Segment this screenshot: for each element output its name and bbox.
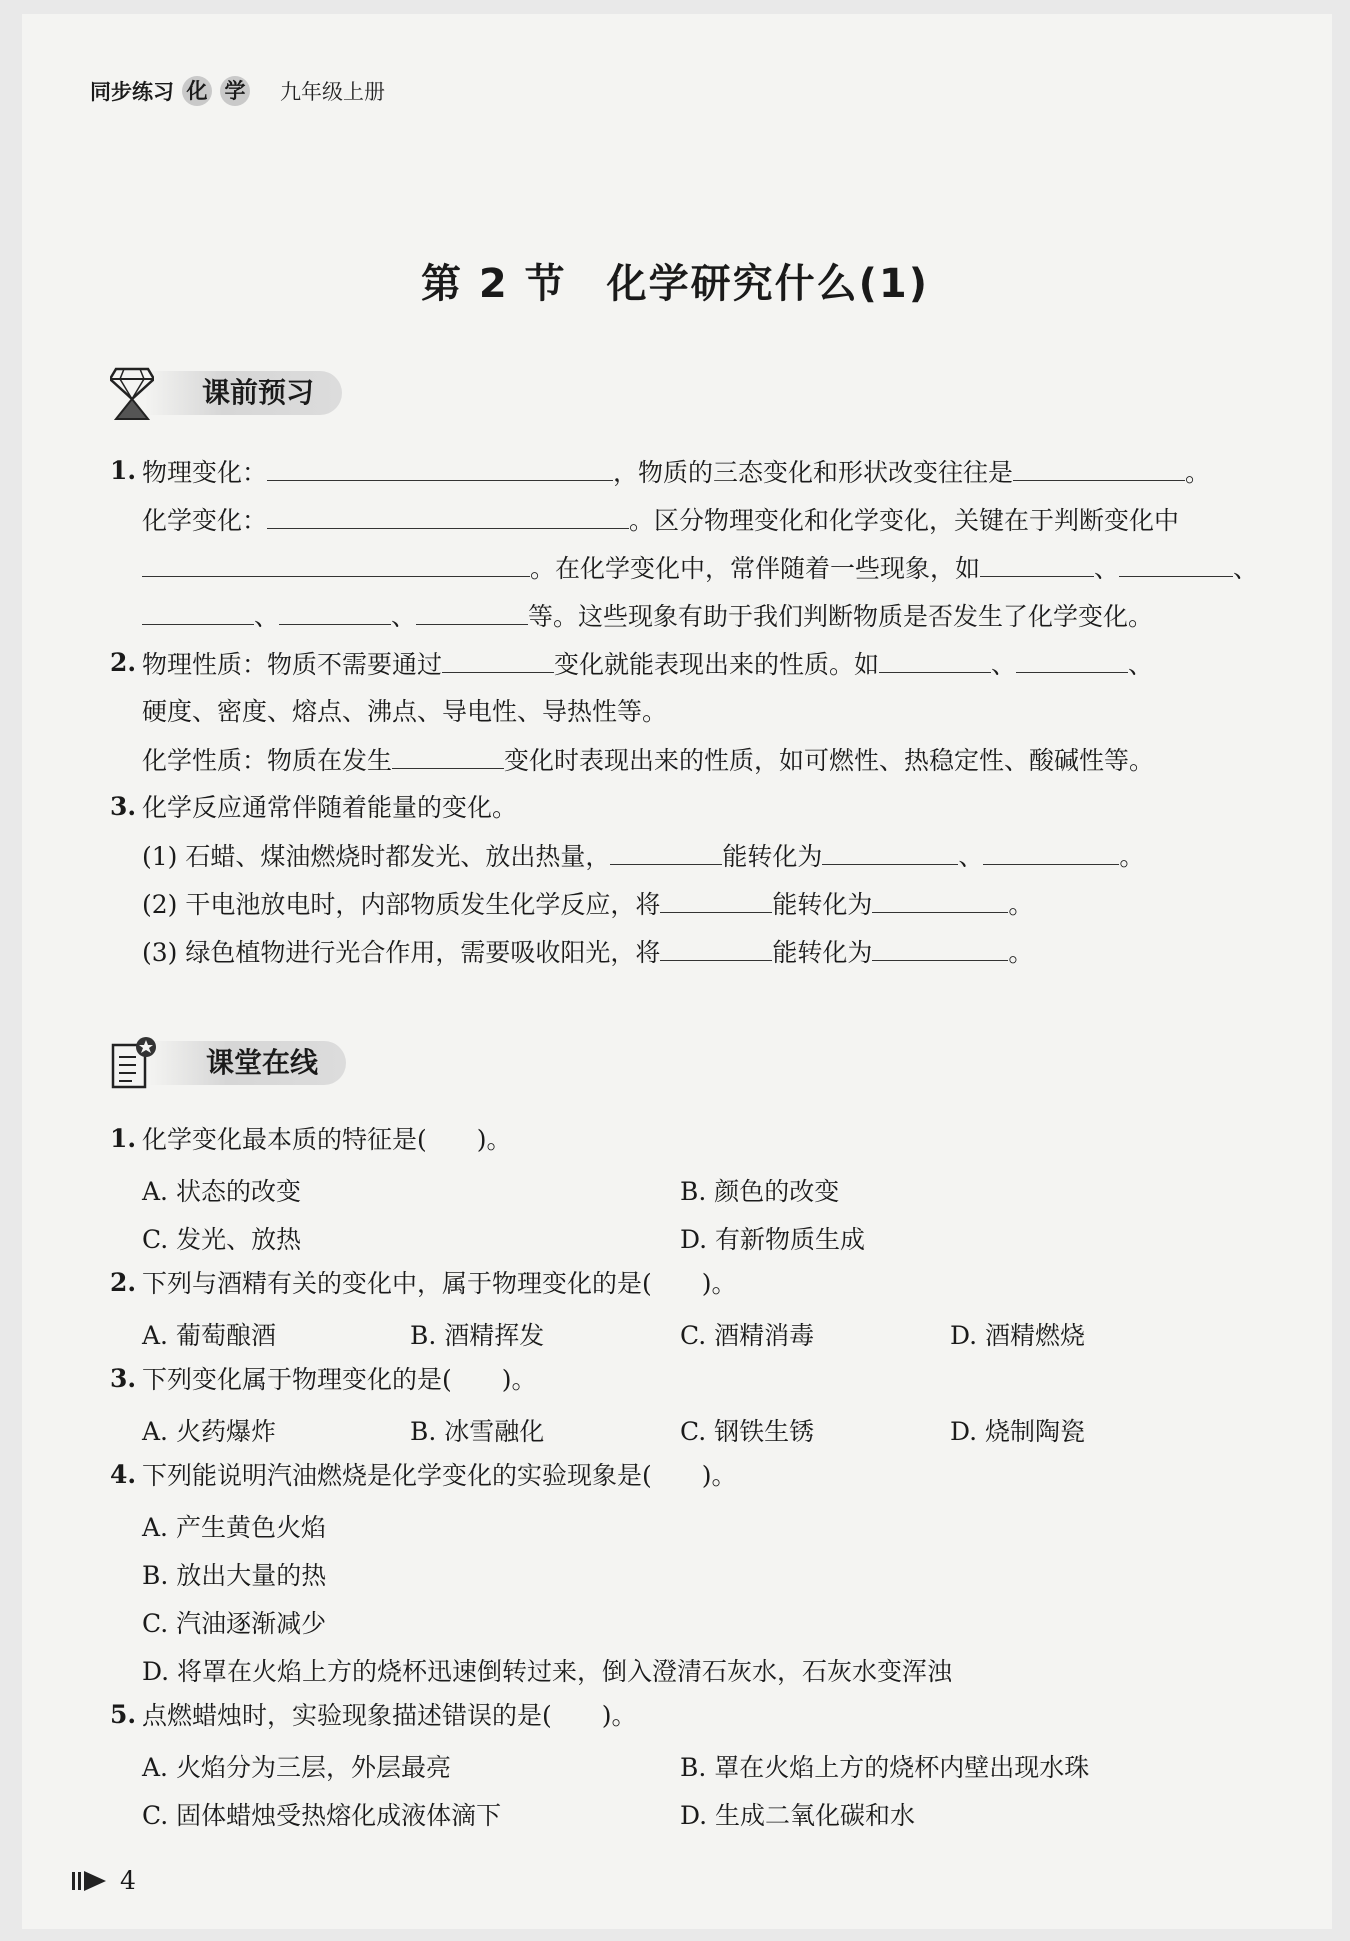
preview-q3-sub3: (3) 绿色植物进行光合作用，需要吸收阳光，将 能转化为 。: [142, 938, 1034, 967]
page-footer: [70, 1866, 136, 1895]
answer-blank[interactable]: [1013, 456, 1185, 481]
preview-q3-stem: 化学反应通常伴随着能量的变化。: [142, 793, 518, 822]
question-4-stem: 下列能说明汽油燃烧是化学变化的实验现象是( )。: [142, 1461, 737, 1490]
class-section-header: [110, 1034, 346, 1092]
question-5-stem: 点燃蜡烛时，实验现象描述错误的是( )。: [142, 1701, 637, 1730]
question-3-option-c[interactable]: C. 钢铁生锈: [680, 1417, 815, 1446]
preview-section-header: [110, 364, 342, 422]
answer-blank[interactable]: [392, 744, 504, 769]
answer-blank[interactable]: [822, 840, 958, 865]
answer-blank[interactable]: [610, 840, 722, 865]
answer-blank[interactable]: [267, 504, 629, 529]
preview-q2-line1: 物理性质：物质不需要通过 变化就能表现出来的性质。如 、 、: [142, 650, 1154, 679]
series-name: 同步练习: [90, 80, 174, 104]
question-3-option-a[interactable]: A. 火药爆炸: [142, 1417, 276, 1446]
question-4-option-d[interactable]: D. 将罩在火焰上方的烧杯迅速倒转过来，倒入澄清石灰水，石灰水变浑浊: [142, 1657, 953, 1686]
question-2-option-b[interactable]: B. 酒精挥发: [410, 1321, 545, 1350]
diamond-hourglass-icon: [110, 365, 154, 421]
question-1-option-a[interactable]: A. 状态的改变: [142, 1177, 301, 1206]
question-2-option-c[interactable]: C. 酒精消毒: [680, 1321, 815, 1350]
question-4-option-a[interactable]: A. 产生黄色火焰: [142, 1513, 326, 1542]
answer-blank[interactable]: [872, 936, 1008, 961]
preview-section-title: 课前预习: [144, 371, 342, 415]
question-3-option-d[interactable]: D. 烧制陶瓷: [950, 1417, 1086, 1446]
question-4-option-b[interactable]: B. 放出大量的热: [142, 1561, 327, 1590]
question-5-option-d[interactable]: D. 生成二氧化碳和水: [680, 1801, 916, 1830]
question-5-option-b[interactable]: B. 罩在火焰上方的烧杯内壁出现水珠: [680, 1753, 1090, 1782]
question-1-option-b[interactable]: B. 颜色的改变: [680, 1177, 840, 1206]
notebook-star-icon: [110, 1035, 158, 1091]
answer-blank[interactable]: [1119, 552, 1233, 577]
question-1-stem: 化学变化最本质的特征是( )。: [142, 1125, 512, 1154]
preview-q3-sub1: (1) 石蜡、煤油燃烧时都发光、放出热量， 能转化为 、 。: [142, 842, 1145, 871]
question-1-number: 1.: [110, 1124, 137, 1153]
answer-blank[interactable]: [1016, 648, 1128, 673]
preview-q1-number: 1.: [110, 456, 137, 485]
question-5-number: 5.: [110, 1700, 137, 1729]
question-1-option-c[interactable]: C. 发光、放热: [142, 1225, 302, 1254]
answer-blank[interactable]: [980, 552, 1094, 577]
preview-q2-line3: 化学性质：物质在发生 变化时表现出来的性质，如可燃性、热稳定性、酸碱性等。: [142, 746, 1155, 775]
question-1-option-d[interactable]: D. 有新物质生成: [680, 1225, 866, 1254]
preview-q1-line3: 。在化学变化中，常伴随着一些现象，如 、 、: [142, 552, 1258, 585]
page-number: 4: [120, 1866, 136, 1895]
class-section-title: 课堂在线: [148, 1041, 346, 1085]
answer-blank[interactable]: [416, 600, 528, 625]
preview-q3-sub2: (2) 干电池放电时，内部物质发生化学反应，将 能转化为 。: [142, 890, 1034, 919]
question-3-number: 3.: [110, 1364, 137, 1393]
question-2-option-d[interactable]: D. 酒精燃烧: [950, 1321, 1086, 1350]
question-3-option-b[interactable]: B. 冰雪融化: [410, 1417, 545, 1446]
preview-q1-line2: 化学变化： 。区分物理变化和化学变化，关键在于判断变化中: [142, 506, 1180, 535]
question-3-stem: 下列变化属于物理变化的是( )。: [142, 1365, 537, 1394]
question-4-option-c[interactable]: C. 汽油逐渐减少: [142, 1609, 327, 1638]
question-5-option-a[interactable]: A. 火焰分为三层，外层最亮: [142, 1753, 451, 1782]
preview-q1-line4: 、 、 等。这些现象有助于我们判断物质是否发生了化学变化。: [142, 600, 1153, 633]
answer-blank[interactable]: [267, 456, 613, 481]
answer-blank[interactable]: [660, 936, 772, 961]
preview-q2-number: 2.: [110, 648, 137, 677]
page-title: [0, 252, 1350, 309]
grade-label: 九年级上册: [280, 80, 385, 104]
section-name: 化学研究什么(1): [606, 261, 930, 307]
page-header: [90, 76, 385, 106]
section-number: 第 2 节: [420, 261, 567, 307]
answer-blank[interactable]: [983, 840, 1119, 865]
preview-q2-line2: 硬度、密度、熔点、沸点、导电性、导热性等。: [142, 697, 668, 726]
question-2-number: 2.: [110, 1268, 137, 1297]
subject-char-1: 化: [182, 76, 212, 106]
answer-blank[interactable]: [142, 600, 254, 625]
answer-blank[interactable]: [279, 600, 391, 625]
question-2-option-a[interactable]: A. 葡萄酿酒: [142, 1321, 276, 1350]
subject-char-2: 学: [220, 76, 250, 106]
preview-q3-number: 3.: [110, 792, 137, 821]
answer-blank[interactable]: [442, 648, 554, 673]
question-5-option-c[interactable]: C. 固体蜡烛受热熔化成液体滴下: [142, 1801, 502, 1830]
play-arrow-icon: [70, 1869, 110, 1893]
answer-blank[interactable]: [660, 888, 772, 913]
answer-blank[interactable]: [872, 888, 1008, 913]
answer-blank[interactable]: [879, 648, 991, 673]
question-4-number: 4.: [110, 1460, 137, 1489]
preview-q1-line1: 物理变化： ，物质的三态变化和形状改变往往是 。: [142, 458, 1211, 487]
question-2-stem: 下列与酒精有关的变化中，属于物理变化的是( )。: [142, 1269, 737, 1298]
answer-blank[interactable]: [142, 552, 530, 577]
